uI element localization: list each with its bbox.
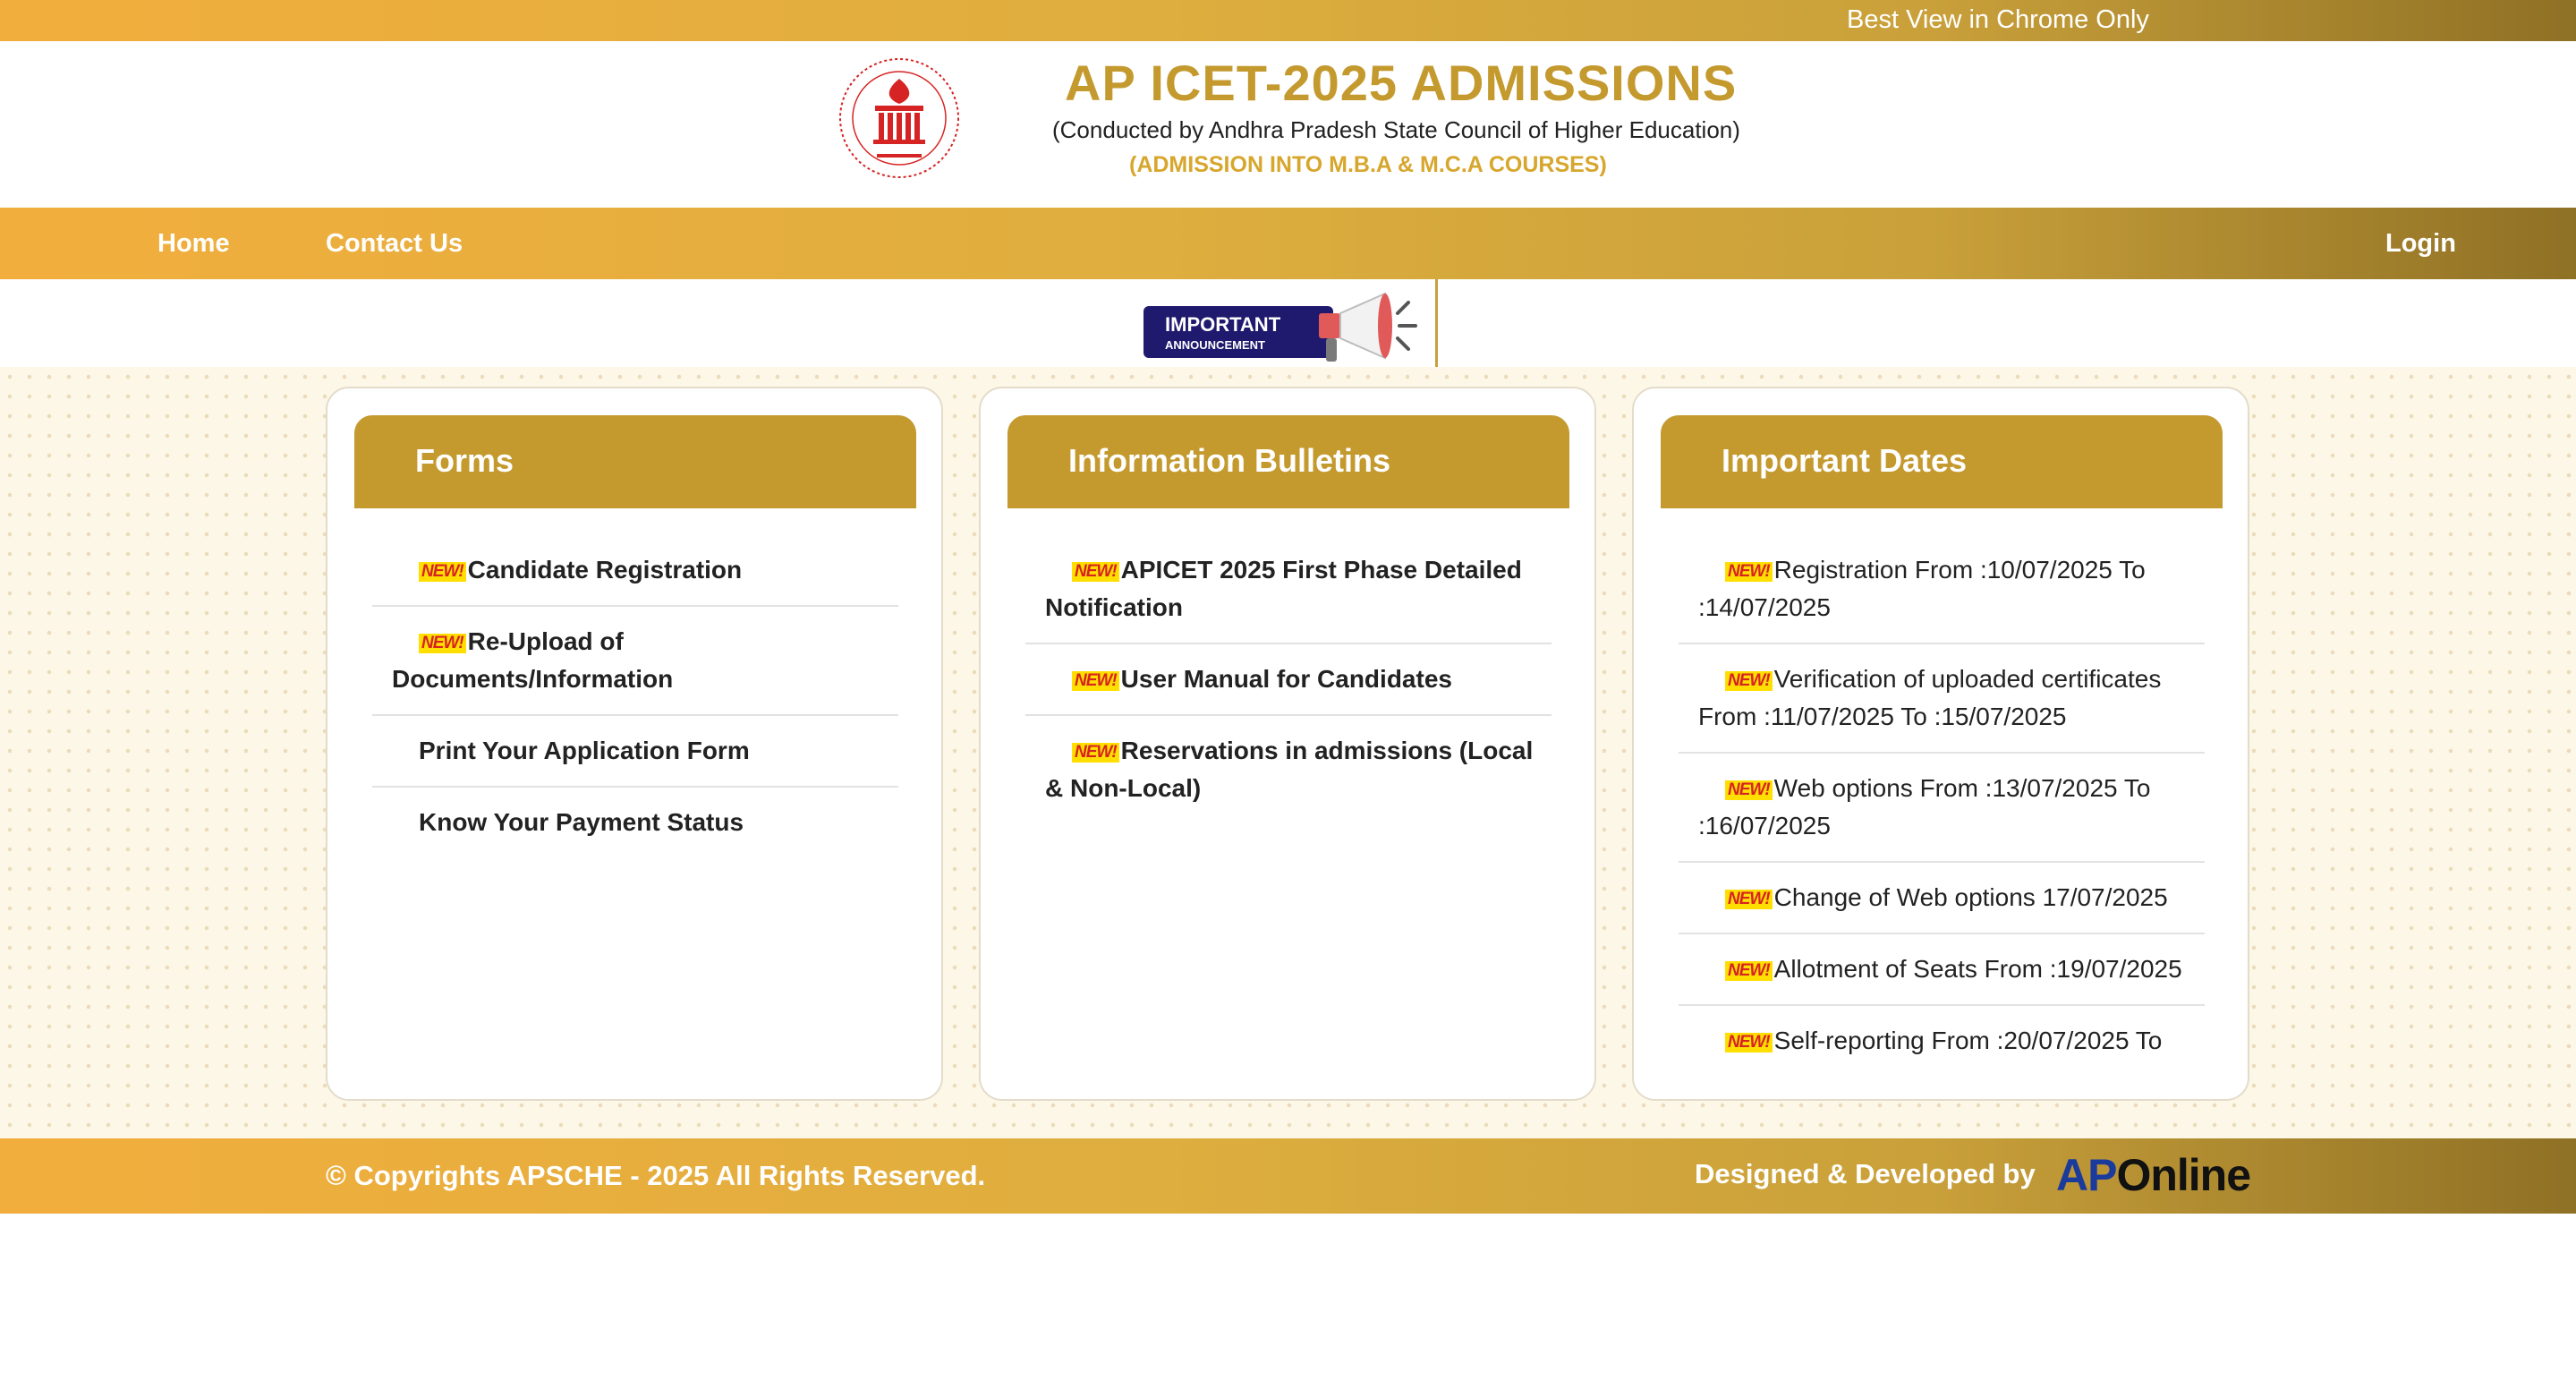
dates-card-title: Important Dates [1722, 442, 1968, 479]
new-badge-icon: NEW! [419, 562, 466, 582]
browser-notice: Best View in Chrome Only [1847, 5, 2149, 34]
course-subtitle: (ADMISSION INTO M.B.A & M.C.A COURSES) [1129, 152, 1607, 177]
megaphone-icon [1306, 286, 1424, 367]
designed-by-text: Designed & Developed by [1695, 1158, 2036, 1189]
bulletin-item-user-manual[interactable]: NEW! User Manual for Candidates [1025, 644, 1552, 716]
new-badge-icon: NEW! [419, 634, 466, 653]
bulletins-card-title: Information Bulletins [1068, 442, 1390, 479]
bulletin-item-notification[interactable]: NEW! APICET 2025 First Phase Detailed Notification [1025, 535, 1552, 644]
new-badge-icon: NEW! [1072, 743, 1119, 763]
new-badge-icon: NEW! [1725, 961, 1773, 981]
apsche-emblem-icon [832, 54, 966, 188]
site-header [0, 41, 2576, 208]
forms-card-header [354, 415, 916, 508]
new-badge-icon: NEW! [1725, 780, 1773, 800]
date-item-change-web-options: NEW! Change of Web options 17/07/2025 [1679, 863, 2205, 934]
bulletin-item-reservations[interactable]: NEW! Reservations in admissions (Local & Non-Local) [1045, 737, 1534, 802]
forms-card [326, 387, 943, 1101]
dates-card [1632, 387, 2249, 1101]
date-item-allotment: NEW! Allotment of Seats From :19/07/2025 [1679, 934, 2205, 1006]
new-badge-icon: NEW! [1725, 562, 1773, 582]
forms-item-payment-status[interactable]: Know Your Payment Status [419, 808, 744, 836]
date-item-verification: NEW! Verification of uploaded certificates From :11/07/2025 To :15/07/2025 [1679, 644, 2205, 754]
bulletins-card [979, 387, 1596, 1101]
forms-item-reupload[interactable]: NEW! Re-Upload of Documents/Information [372, 607, 898, 716]
date-item-self-reporting: NEW! Self-reporting From :20/07/2025 To [1679, 1006, 2205, 1076]
site-footer [0, 1138, 2576, 1214]
new-badge-icon: NEW! [1725, 1033, 1773, 1052]
nav-contact-link[interactable]: Contact Us [326, 229, 463, 258]
top-banner [0, 0, 2576, 41]
forms-card-title: Forms [415, 442, 514, 479]
dates-card-header [1661, 415, 2223, 508]
forms-item-candidate-registration[interactable]: NEW! Candidate Registration [372, 535, 898, 607]
new-badge-icon: NEW! [1072, 562, 1119, 582]
new-badge-icon: NEW! [1725, 671, 1773, 691]
date-item-registration: NEW! Registration From :10/07/2025 To :14/07/2025 [1679, 535, 2205, 644]
new-badge-icon: NEW! [1072, 671, 1119, 691]
announcement-bar [0, 279, 2576, 367]
copyright-text: © Copyrights APSCHE - 2025 All Rights Reserved. [326, 1160, 986, 1191]
new-badge-icon: NEW! [1725, 890, 1773, 909]
announcement-divider [1435, 279, 1438, 367]
date-item-web-options: NEW! Web options From :13/07/2025 To :16/07/2025 [1679, 754, 2205, 863]
nav-login-link[interactable]: Login [2385, 229, 2456, 258]
nav-home-link[interactable]: Home [157, 229, 230, 258]
forms-item-print-application[interactable]: Print Your Application Form [372, 716, 898, 788]
announcement-badge[interactable] [1143, 306, 1333, 358]
main-nav [0, 208, 2576, 279]
bulletins-card-header [1007, 415, 1569, 508]
announcement-line1: IMPORTANT [1165, 313, 1281, 336]
main-content [0, 367, 2576, 1138]
aponline-logo[interactable]: APOnline [2056, 1150, 2251, 1200]
page-subtitle: (Conducted by Andhra Pradesh State Council of Higher Education) [1052, 116, 1740, 143]
forms-list [372, 535, 898, 857]
page-title: AP ICET-2025 ADMISSIONS [1065, 55, 1738, 111]
announcement-line2: ANNOUNCEMENT [1165, 338, 1265, 352]
dates-list[interactable] [1679, 535, 2205, 1076]
bulletins-list [1025, 535, 1552, 823]
